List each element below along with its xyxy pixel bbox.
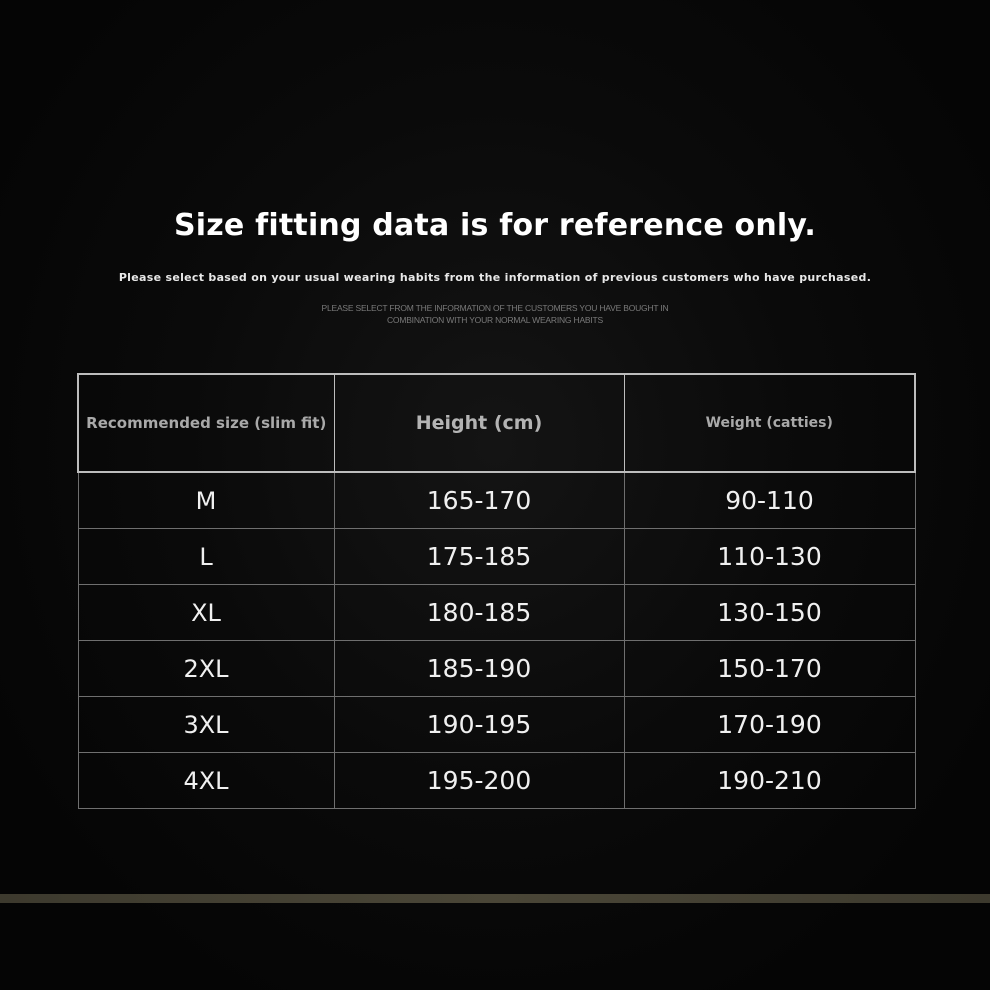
weight-cell: 170-190 bbox=[624, 697, 915, 753]
table-row bbox=[78, 641, 915, 697]
bottom-divider-band bbox=[0, 894, 990, 903]
size-cell: L bbox=[78, 529, 334, 585]
weight-cell: 190-210 bbox=[624, 753, 915, 809]
height-cell: 175-185 bbox=[334, 529, 624, 585]
weight-cell: 110-130 bbox=[624, 529, 915, 585]
height-cell: 195-200 bbox=[334, 753, 624, 809]
height-cell: 190-195 bbox=[334, 697, 624, 753]
table-row bbox=[78, 697, 915, 753]
size-table bbox=[77, 373, 916, 809]
table-row bbox=[78, 472, 915, 529]
weight-cell: 90-110 bbox=[624, 472, 915, 529]
table-row bbox=[78, 585, 915, 641]
height-cell: 185-190 bbox=[334, 641, 624, 697]
header-row bbox=[78, 374, 915, 472]
size-cell: 2XL bbox=[78, 641, 334, 697]
uppercase-note: PLEASE SELECT FROM THE INFORMATION OF THE CUSTOMERS YOU HAVE BOUGHT IN COMBINATION WITH YOUR NORMAL WEARING HABITS bbox=[321, 303, 669, 325]
header-weight: Weight (catties) bbox=[624, 374, 915, 472]
size-table-header bbox=[78, 374, 915, 472]
size-cell: 3XL bbox=[78, 697, 334, 753]
table-row bbox=[78, 529, 915, 585]
weight-cell: 130-150 bbox=[624, 585, 915, 641]
page-title: Size fitting data is for reference only. bbox=[173, 208, 816, 243]
height-cell: 180-185 bbox=[334, 585, 624, 641]
size-cell: M bbox=[78, 472, 334, 529]
size-cell: 4XL bbox=[78, 753, 334, 809]
header-height: Height (cm) bbox=[334, 374, 624, 472]
size-cell: XL bbox=[78, 585, 334, 641]
height-cell: 165-170 bbox=[334, 472, 624, 529]
page-subtitle: Please select based on your usual wearing habits from the information of previous customers who have purchased. bbox=[118, 271, 872, 284]
header-size: Recommended size (slim fit) bbox=[78, 374, 334, 472]
weight-cell: 150-170 bbox=[624, 641, 915, 697]
size-table-body bbox=[78, 472, 915, 809]
table-row bbox=[78, 753, 915, 809]
